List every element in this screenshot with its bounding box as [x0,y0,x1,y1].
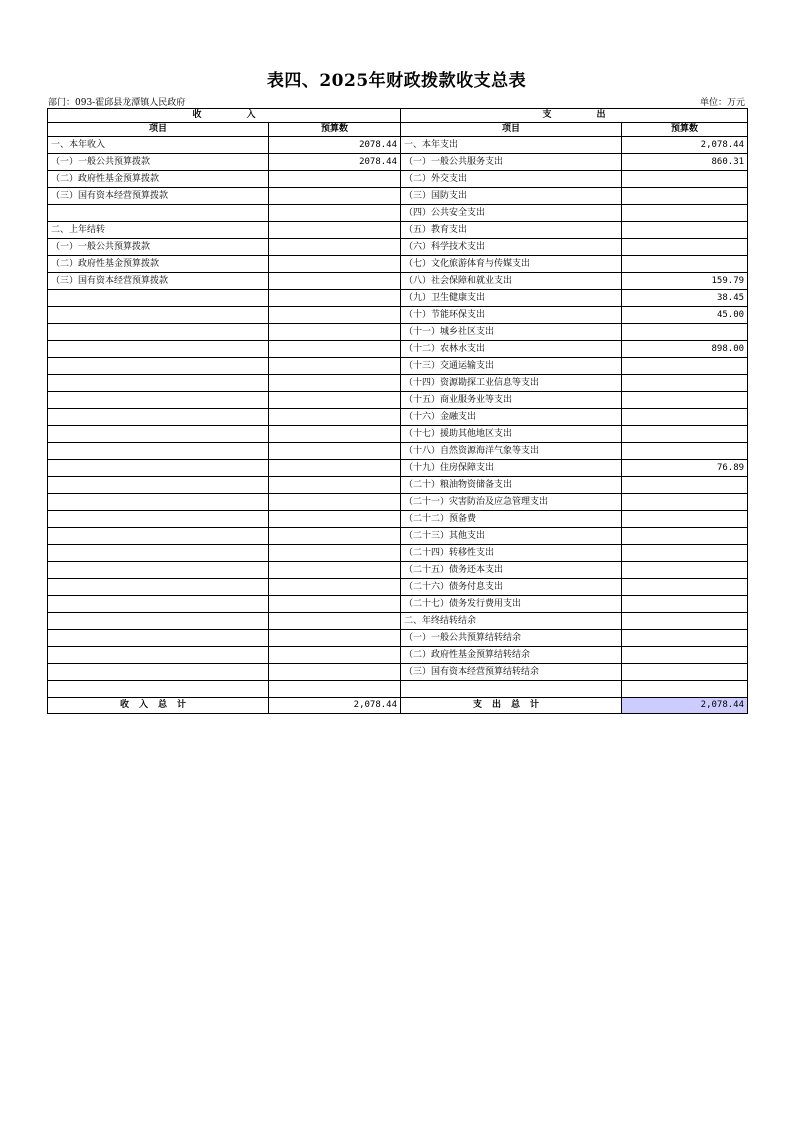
expense-amount-cell [622,511,748,528]
expense-item-cell: （十九）住房保障支出 [401,460,622,477]
table-row [48,273,748,290]
table-row [48,613,748,630]
income-section-header: 收 入 [48,109,401,123]
income-item-cell [48,426,269,443]
table-row [48,290,748,307]
table-row [48,528,748,545]
expense-amount-cell [622,324,748,341]
table-row [48,494,748,511]
income-item-cell [48,630,269,647]
income-amount-cell [269,290,401,307]
table-row [48,222,748,239]
income-amount-cell [269,443,401,460]
expense-amount-cell: 76.89 [622,460,748,477]
expense-amount-cell: 898.00 [622,341,748,358]
expense-amount-cell [622,188,748,205]
table-row [48,137,748,154]
income-item-cell [48,613,269,630]
income-amount-cell: 2078.44 [269,137,401,154]
column-header-row [48,123,748,137]
expense-item-cell: （十）节能环保支出 [401,307,622,324]
income-amount-cell [269,681,401,698]
expense-item-cell: （二十四）转移性支出 [401,545,622,562]
expense-amount-cell [622,494,748,511]
table-row [48,562,748,579]
income-amount-cell [269,375,401,392]
income-item-cell [48,647,269,664]
expense-item-cell: （一）一般公共服务支出 [401,154,622,171]
income-amount-cell [269,341,401,358]
expense-amount-cell [622,256,748,273]
expense-amount-cell [622,443,748,460]
expense-item-cell: （十七）援助其他地区支出 [401,426,622,443]
table-row [48,511,748,528]
expense-amount-cell [622,171,748,188]
income-item-cell [48,494,269,511]
income-item-header: 项目 [48,123,269,137]
income-item-cell: （一）一般公共预算拨款 [48,239,269,256]
income-item-cell [48,477,269,494]
income-item-cell [48,681,269,698]
income-amount-cell [269,460,401,477]
income-total-label: 收入总计 [48,698,269,714]
totals-row [48,698,748,714]
expense-item-cell: （三）国有资本经营预算结转结余 [401,664,622,681]
expense-amount-cell: 38.45 [622,290,748,307]
table-row [48,171,748,188]
income-total-amount: 2,078.44 [269,698,401,714]
income-item-cell [48,579,269,596]
income-amount-cell [269,630,401,647]
table-row [48,443,748,460]
expense-item-cell: （十八）自然资源海洋气象等支出 [401,443,622,460]
table-row [48,630,748,647]
expense-item-cell: （十六）金融支出 [401,409,622,426]
expense-amount-cell [622,205,748,222]
expense-total-amount: 2,078.44 [622,698,748,714]
section-header-row [48,109,748,123]
expense-item-cell [401,681,622,698]
table-row [48,681,748,698]
expense-amount-cell [622,375,748,392]
income-item-cell: （三）国有资本经营预算拨款 [48,188,269,205]
income-item-cell [48,528,269,545]
expense-amount-cell: 860.31 [622,154,748,171]
income-amount-cell [269,222,401,239]
expense-item-cell: （二十七）债务发行费用支出 [401,596,622,613]
income-budget-header: 预算数 [269,123,401,137]
expense-amount-cell [622,630,748,647]
expense-total-label: 支出总计 [401,698,622,714]
expense-section-header: 支 出 [401,109,748,123]
expense-item-cell: （十四）资源勘探工业信息等支出 [401,375,622,392]
income-amount-cell [269,494,401,511]
income-item-cell: 二、上年结转 [48,222,269,239]
table-row [48,307,748,324]
table-row [48,664,748,681]
expense-item-cell: （二十三）其他支出 [401,528,622,545]
income-amount-cell [269,477,401,494]
income-item-cell [48,358,269,375]
expense-amount-cell [622,409,748,426]
income-item-cell [48,205,269,222]
expense-amount-cell [622,358,748,375]
expense-amount-cell: 2,078.44 [622,137,748,154]
income-amount-cell [269,205,401,222]
expense-amount-cell [622,579,748,596]
income-item-cell: （一）一般公共预算拨款 [48,154,269,171]
expense-amount-cell [622,596,748,613]
table-row [48,409,748,426]
income-amount-cell [269,596,401,613]
income-amount-cell [269,579,401,596]
income-item-cell [48,562,269,579]
expense-amount-cell: 45.00 [622,307,748,324]
expense-amount-cell [622,681,748,698]
expense-amount-cell [622,222,748,239]
expense-item-cell: 二、年终结转结余 [401,613,622,630]
income-amount-cell [269,358,401,375]
income-amount-cell [269,324,401,341]
income-amount-cell [269,562,401,579]
table-row [48,647,748,664]
income-item-cell [48,324,269,341]
income-amount-cell [269,511,401,528]
table-row [48,205,748,222]
income-amount-cell [269,545,401,562]
expense-item-cell: 一、本年支出 [401,137,622,154]
table-row [48,545,748,562]
expense-item-cell: （十三）交通运输支出 [401,358,622,375]
income-item-cell [48,460,269,477]
table-row [48,341,748,358]
income-amount-cell [269,647,401,664]
table-row [48,579,748,596]
expense-item-cell: （十二）农林水支出 [401,341,622,358]
table-row [48,188,748,205]
expense-amount-cell: 159.79 [622,273,748,290]
expense-item-cell: （八）社会保障和就业支出 [401,273,622,290]
expense-item-header: 项目 [401,123,622,137]
expense-amount-cell [622,392,748,409]
expense-item-cell: （一）一般公共预算结转结余 [401,630,622,647]
income-item-cell [48,596,269,613]
expense-item-cell: （二十二）预备费 [401,511,622,528]
income-amount-cell [269,188,401,205]
table-row [48,256,748,273]
income-item-cell [48,375,269,392]
income-item-cell [48,307,269,324]
expense-amount-cell [622,562,748,579]
expense-item-cell: （二）外交支出 [401,171,622,188]
expense-item-cell: （二十六）债务付息支出 [401,579,622,596]
income-item-cell [48,664,269,681]
income-item-cell [48,545,269,562]
table-row [48,239,748,256]
income-item-cell [48,511,269,528]
income-amount-cell [269,613,401,630]
table-row [48,154,748,171]
expense-amount-cell [622,426,748,443]
income-item-cell [48,290,269,307]
expense-item-cell: （十一）城乡社区支出 [401,324,622,341]
table-row [48,358,748,375]
unit-label: 单位：万元 [699,98,745,108]
expense-item-cell: （七）文化旅游体育与传媒支出 [401,256,622,273]
income-amount-cell [269,409,401,426]
income-amount-cell [269,392,401,409]
expense-amount-cell [622,647,748,664]
expense-item-cell: （三）国防支出 [401,188,622,205]
expense-budget-header: 预算数 [622,123,748,137]
income-amount-cell [269,171,401,188]
income-item-cell [48,392,269,409]
expense-amount-cell [622,664,748,681]
income-amount-cell [269,664,401,681]
income-amount-cell [269,528,401,545]
expense-item-cell: （十五）商业服务业等支出 [401,392,622,409]
income-amount-cell: 2078.44 [269,154,401,171]
income-item-cell: （三）国有资本经营预算拨款 [48,273,269,290]
income-amount-cell [269,256,401,273]
income-item-cell: （二）政府性基金预算拨款 [48,171,269,188]
expense-item-cell: （九）卫生健康支出 [401,290,622,307]
expense-item-cell: （六）科学技术支出 [401,239,622,256]
expense-item-cell: （四）公共安全支出 [401,205,622,222]
expense-amount-cell [622,477,748,494]
expense-item-cell: （二十一）灾害防治及应急管理支出 [401,494,622,511]
income-item-cell: 一、本年收入 [48,137,269,154]
expense-amount-cell [622,545,748,562]
table-row [48,596,748,613]
department-label: 部门：093-霍邱县龙潭镇人民政府 [48,98,186,108]
income-amount-cell [269,307,401,324]
income-item-cell: （二）政府性基金预算拨款 [48,256,269,273]
table-row [48,324,748,341]
budget-table [47,108,748,714]
income-amount-cell [269,239,401,256]
expense-amount-cell [622,239,748,256]
income-amount-cell [269,426,401,443]
expense-amount-cell [622,613,748,630]
income-item-cell [48,341,269,358]
expense-item-cell: （二）政府性基金预算结转结余 [401,647,622,664]
table-row [48,392,748,409]
expense-item-cell: （五）教育支出 [401,222,622,239]
table-row [48,426,748,443]
page-title: 表四、2025年财政拨款收支总表 [266,71,527,91]
income-item-cell [48,409,269,426]
table-row [48,460,748,477]
expense-item-cell: （二十五）债务还本支出 [401,562,622,579]
expense-item-cell: （二十）粮油物资储备支出 [401,477,622,494]
income-item-cell [48,443,269,460]
table-row [48,477,748,494]
table-row [48,375,748,392]
income-amount-cell [269,273,401,290]
expense-amount-cell [622,528,748,545]
